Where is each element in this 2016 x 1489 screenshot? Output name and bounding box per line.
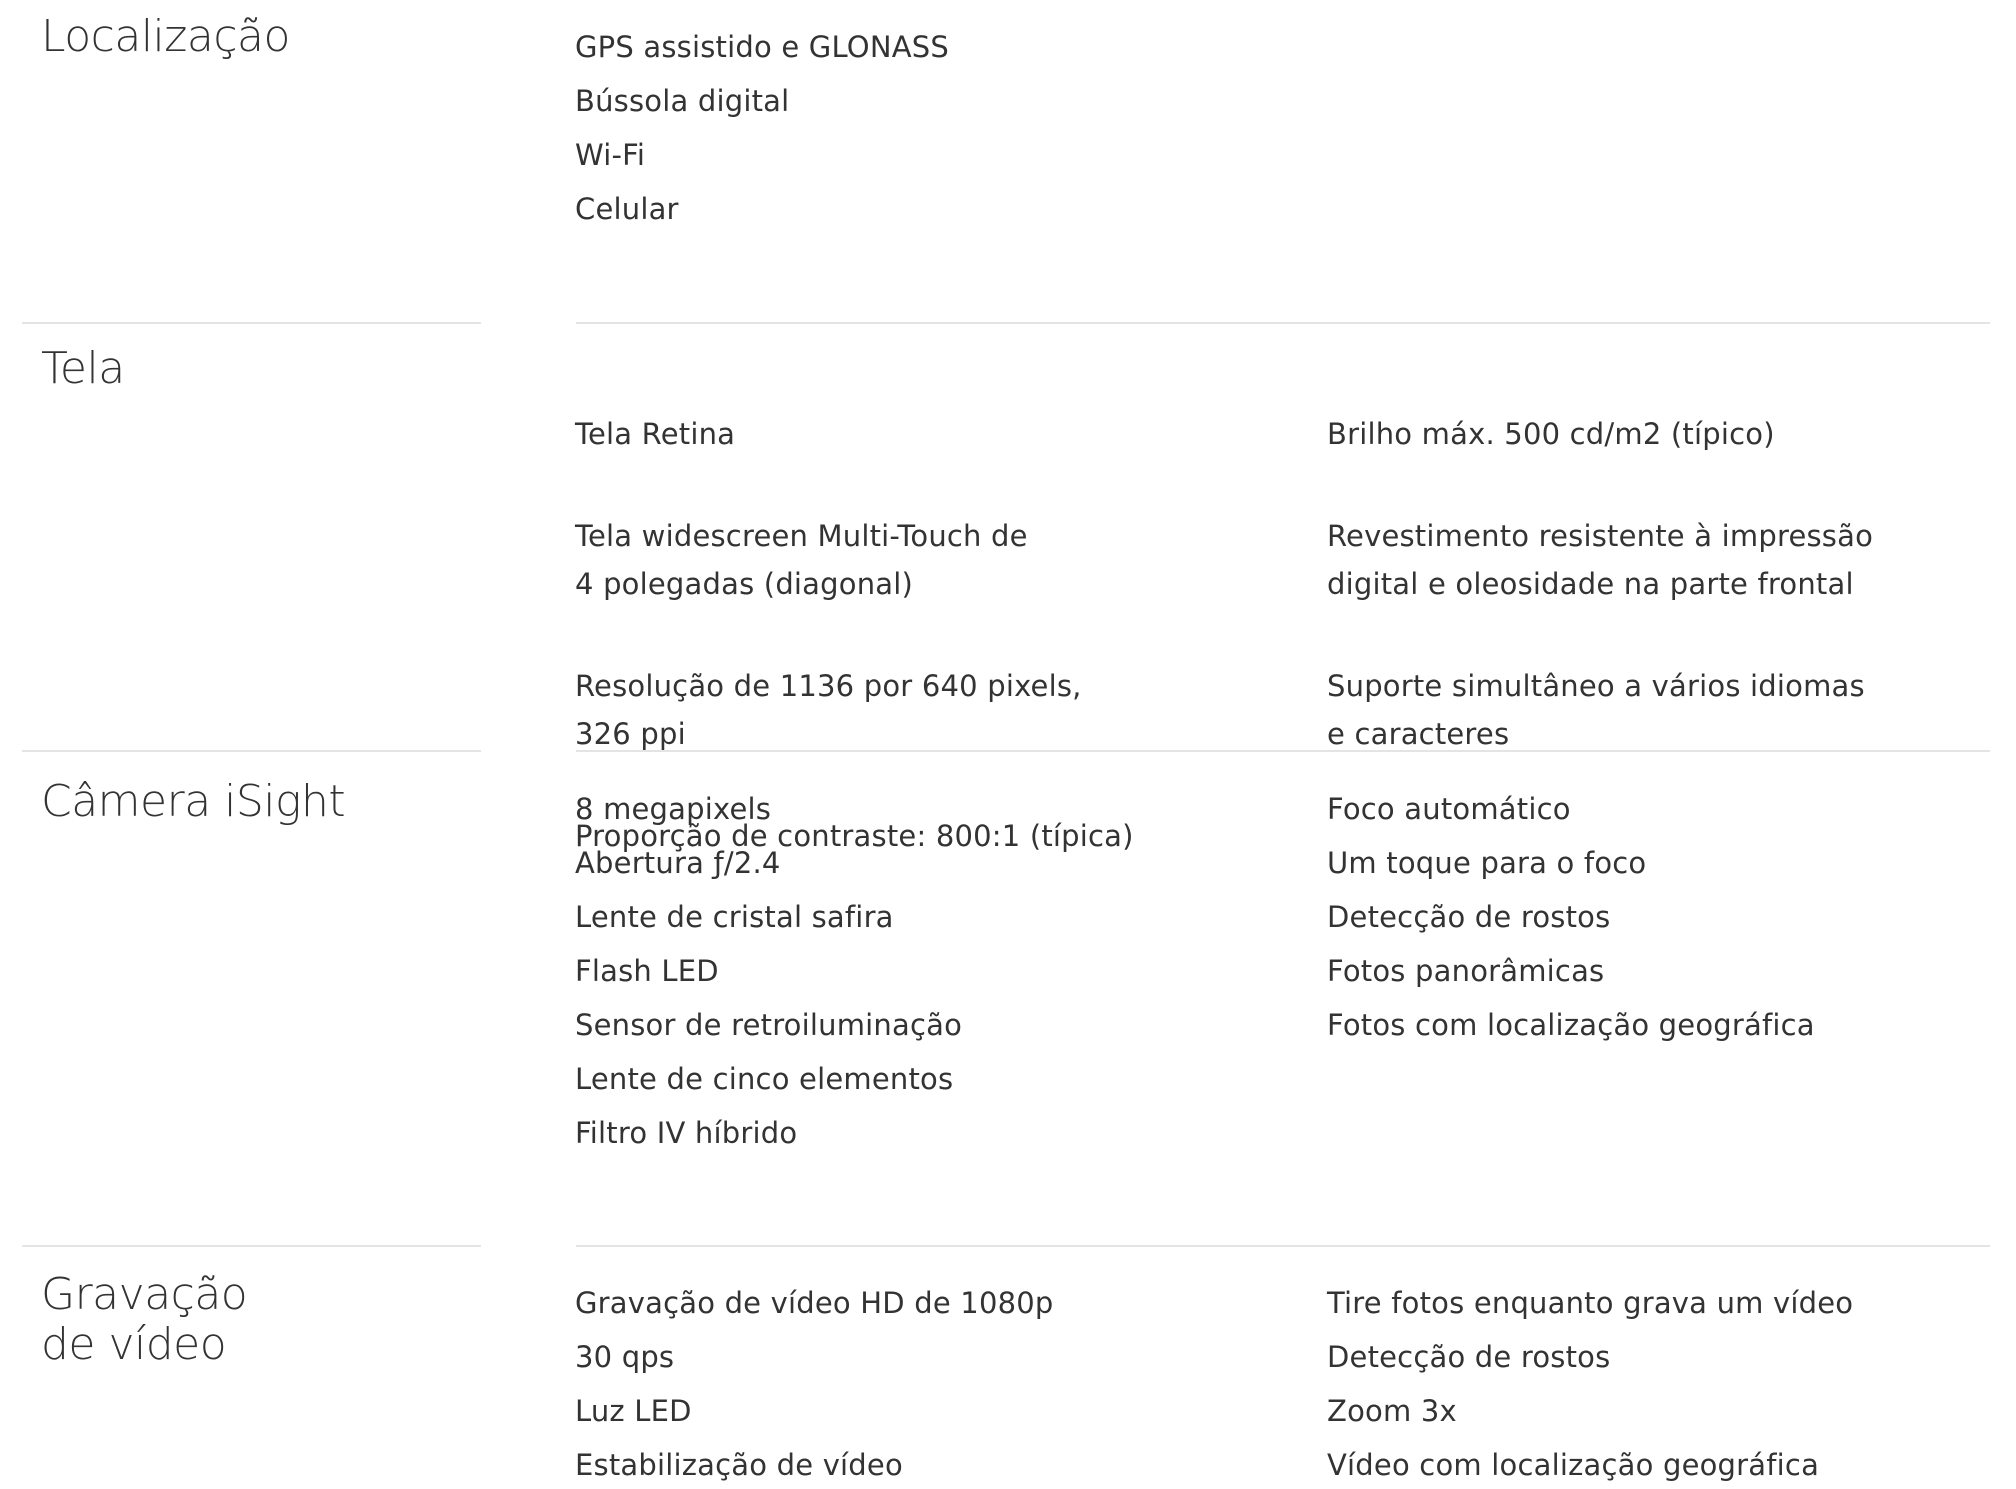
section-title: Localização bbox=[41, 11, 290, 62]
section-title: Tela bbox=[41, 343, 125, 394]
spec-item: Lente de cinco elementos bbox=[575, 1062, 954, 1096]
spec-list-col1 bbox=[575, 791, 1275, 1157]
spec-item: Foco automático bbox=[1327, 792, 1571, 826]
spec-item: Detecção de rostos bbox=[1327, 1340, 1611, 1374]
section-title: Câmera iSight bbox=[41, 776, 346, 827]
spec-list-col2 bbox=[1327, 791, 1987, 1049]
section-divider-left bbox=[22, 322, 481, 324]
spec-item: Suporte simultâneo a vários idiomas e caracteres bbox=[1327, 669, 1865, 751]
section-divider-right bbox=[576, 322, 1990, 324]
spec-item: Proporção de contraste: 800:1 (típica) bbox=[575, 819, 1134, 853]
spec-item: Celular bbox=[575, 192, 679, 226]
spec-item: GPS assistido e GLONASS bbox=[575, 30, 949, 64]
spec-item: Tela widescreen Multi-Touch de 4 polegadas (diagonal) bbox=[575, 519, 1028, 601]
spec-item: Flash LED bbox=[575, 954, 719, 988]
section-divider-left bbox=[22, 750, 481, 752]
spec-item: 30 qps bbox=[575, 1340, 675, 1374]
spec-list-col2 bbox=[1327, 362, 1987, 812]
spec-item: Tire fotos enquanto grava um vídeo bbox=[1327, 1286, 1854, 1320]
spec-list-col1 bbox=[575, 29, 1275, 233]
spec-item: Revestimento resistente à impressão digital e oleosidade na parte frontal bbox=[1327, 519, 1874, 601]
spec-item: Filtro IV híbrido bbox=[575, 1116, 798, 1150]
spec-item: Gravação de vídeo HD de 1080p bbox=[575, 1286, 1054, 1320]
spec-list-col1 bbox=[575, 1285, 1275, 1489]
spec-item: Bússola digital bbox=[575, 84, 790, 118]
spec-item: 8 megapixels bbox=[575, 792, 772, 826]
spec-list-col2 bbox=[1327, 1285, 1987, 1489]
section-divider-right bbox=[576, 1245, 1990, 1247]
section-divider-right bbox=[576, 750, 1990, 752]
spec-item: Estabilização de vídeo bbox=[575, 1448, 903, 1482]
spec-item: Fotos com localização geográfica bbox=[1327, 1008, 1815, 1042]
spec-item: Tela Retina bbox=[575, 417, 736, 451]
spec-item: Lente de cristal safira bbox=[575, 900, 894, 934]
spec-item: Vídeo com localização geográfica bbox=[1327, 1448, 1820, 1482]
spec-item: Detecção de rostos bbox=[1327, 900, 1611, 934]
spec-item: Resolução de 1136 por 640 pixels, 326 ppi bbox=[575, 669, 1082, 751]
spec-item: Um toque para o foco bbox=[1327, 846, 1647, 880]
spec-item: Brilho máx. 500 cd/m2 (típico) bbox=[1327, 417, 1775, 451]
section-title: Gravação de vídeo bbox=[41, 1269, 248, 1370]
spec-item: Luz LED bbox=[575, 1394, 692, 1428]
spec-item: Sensor de retroiluminação bbox=[575, 1008, 963, 1042]
spec-item: Abertura ƒ/2.4 bbox=[575, 846, 781, 880]
spec-item: Zoom 3x bbox=[1327, 1394, 1457, 1428]
spec-item: Wi-Fi bbox=[575, 138, 646, 172]
section-divider-left bbox=[22, 1245, 481, 1247]
spec-item: Fotos panorâmicas bbox=[1327, 954, 1605, 988]
